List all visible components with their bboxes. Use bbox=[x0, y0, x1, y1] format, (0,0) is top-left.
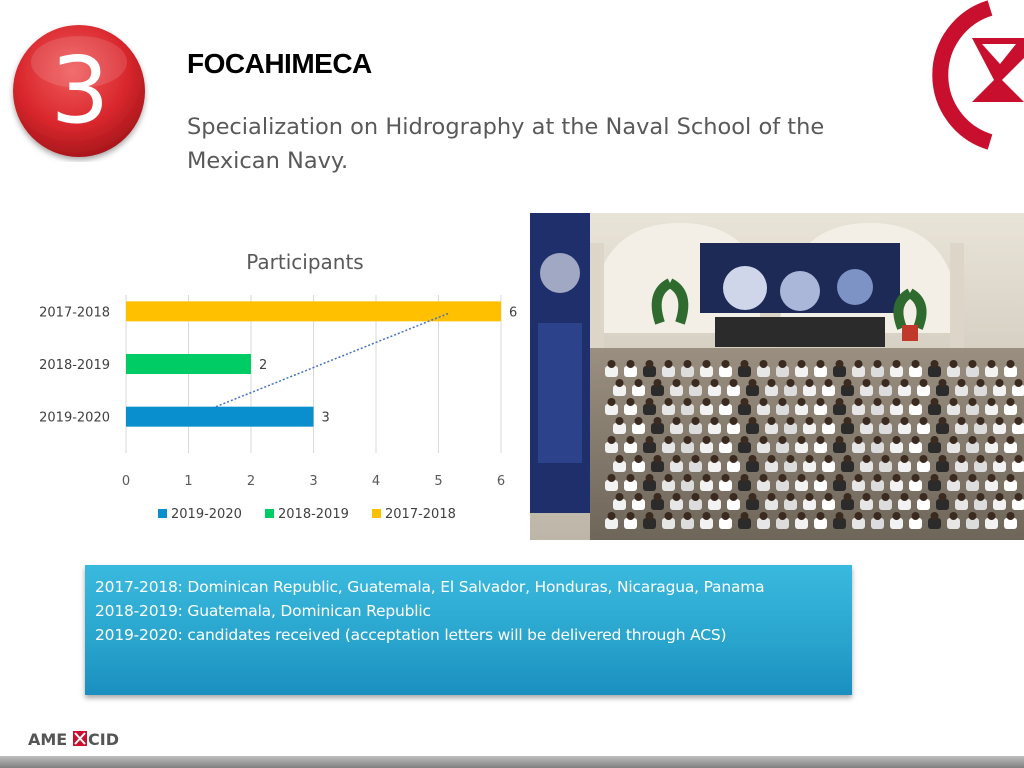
legend-swatch bbox=[372, 509, 381, 518]
chart-x-ticks bbox=[122, 474, 505, 489]
bar bbox=[126, 301, 501, 321]
x-tick-label: 6 bbox=[496, 474, 506, 489]
legend-label: 2017-2018 bbox=[385, 507, 456, 522]
legend-swatch bbox=[265, 509, 274, 518]
chart-title: Participants bbox=[246, 250, 364, 274]
legend-label: 2018-2019 bbox=[278, 507, 349, 522]
note-line: 2018-2019: Guatemala, Dominican Republic bbox=[95, 602, 431, 620]
participants-notes-panel bbox=[85, 565, 852, 695]
bar bbox=[126, 354, 251, 374]
category-label: 2018-2019 bbox=[39, 358, 110, 373]
legend-label: 2019-2020 bbox=[171, 507, 242, 522]
slide-subtitle: Specialization on Hidrography at the Naval School of the Mexican Navy. bbox=[187, 114, 825, 174]
slide-title: FOCAHIMECA bbox=[187, 48, 372, 79]
data-label: 2 bbox=[259, 358, 268, 373]
category-label: 2017-2018 bbox=[39, 305, 110, 321]
note-line: 2019-2020: candidates received (acceptation letters will be delivered through ACS) bbox=[95, 626, 727, 644]
svg-text:CID: CID bbox=[88, 730, 119, 749]
note-line: 2017-2018: Dominican Republic, Guatemala, El Salvador, Honduras, Nicaragua, Panama bbox=[95, 578, 765, 596]
x-tick-label: 4 bbox=[371, 474, 381, 489]
x-tick-label: 0 bbox=[121, 474, 131, 489]
x-tick-label: 1 bbox=[184, 474, 193, 489]
x-tick-label: 3 bbox=[309, 474, 318, 489]
data-label: 6 bbox=[509, 305, 518, 321]
data-label: 3 bbox=[321, 410, 330, 426]
footer-bar bbox=[0, 756, 1024, 768]
section-number: 3 bbox=[50, 37, 108, 144]
x-tick-label: 2 bbox=[246, 474, 256, 489]
chart-category-labels bbox=[39, 305, 110, 425]
corner-logo-icon bbox=[930, 0, 1024, 150]
bar bbox=[126, 407, 314, 427]
category-label: 2019-2020 bbox=[39, 410, 110, 426]
svg-text:AME: AME bbox=[28, 730, 68, 749]
x-tick-label: 5 bbox=[434, 474, 443, 489]
chart-legend bbox=[158, 507, 456, 522]
event-photo bbox=[530, 213, 1024, 540]
amexcid-logo bbox=[28, 728, 128, 750]
participants-chart bbox=[0, 235, 530, 535]
legend-swatch bbox=[158, 509, 167, 518]
